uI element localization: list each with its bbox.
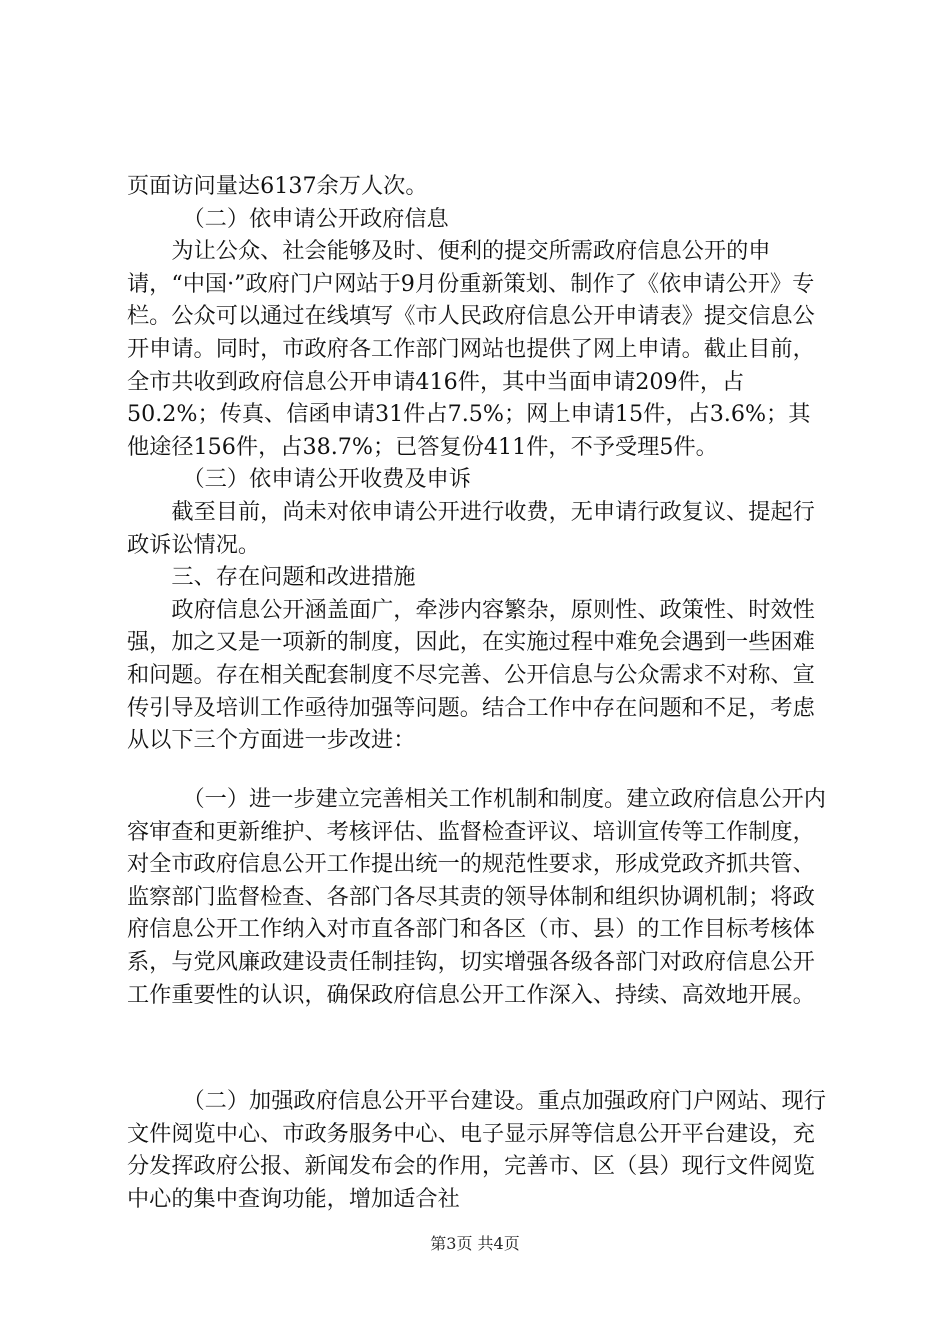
- page-footer: 第3页 共4页: [430, 1234, 520, 1253]
- section-heading: （二）依申请公开政府信息: [182, 205, 449, 232]
- body-text-block-1: [127, 170, 827, 757]
- body-text-block-3: [127, 1085, 827, 1215]
- section-heading: 三、存在问题和改进措施: [171, 564, 416, 591]
- body-text-block-2: [127, 783, 827, 1011]
- section-heading: （三）依申请公开收费及申诉: [182, 466, 471, 493]
- paragraph: （一）进一步建立完善相关工作机制和制度。建立政府信息公开内容审查和更新维护、考核评估、监督检查评议、培训宣传等工作制度，对全市政府信息公开工作提出统一的规范性要求，形成党政齐抓共管、监察部门监督检查、各部门各尽其责的领导体制和组织协调机制；将政府信息公开工作纳入对市直各部门和各区（市、县）的工作目标考核体系，与党风廉政建设责任制挂钩，切实增强各级各部门对政府信息公开工作重要性的认识，确保政府信息公开工作深入、持续、高效地开展。: [127, 786, 826, 1008]
- paragraph: 政府信息公开涵盖面广，牵涉内容繁杂，原则性、政策性、时效性强，加之又是一项新的制度，因此，在实施过程中难免会遇到一些困难和问题。存在相关配套制度不尽完善、公开信息与公众需求不对称、宣传引导及培训工作亟待加强等问题。结合工作中存在问题和不足，考虑从以下三个方面进一步改进：: [127, 596, 815, 754]
- paragraph: 截至目前，尚未对依申请公开进行收费，无申请行政复议、提起行政诉讼情况。: [127, 498, 815, 558]
- paragraph: 为让公众、社会能够及时、便利的提交所需政府信息公开的申请，“中国·”政府门户网站于9月份重新策划、制作了《依申请公开》专栏。公众可以通过在线填写《市人民政府信息公开申请表》提交信息公开申请。同时，市政府各工作部门网站也提供了网上申请。截止目前，全市共收到政府信息公开申请416件，其中当面申请209件，占50.2%；传真、信函申请31件占7.5%；网上申请15件，占3.6%；其他途径156件，占38.7%；已答复份411件，不予受理5件。: [127, 238, 815, 460]
- paragraph: 页面访问量达6137余万人次。: [127, 173, 428, 199]
- paragraph: （二）加强政府信息公开平台建设。重点加强政府门户网站、现行文件阅览中心、市政务服务中心、电子显示屏等信息公开平台建设，充分发挥政府公报、新闻发布会的作用，完善市、区（县）现行文件阅览中心的集中查询功能，增加适合社: [127, 1088, 826, 1212]
